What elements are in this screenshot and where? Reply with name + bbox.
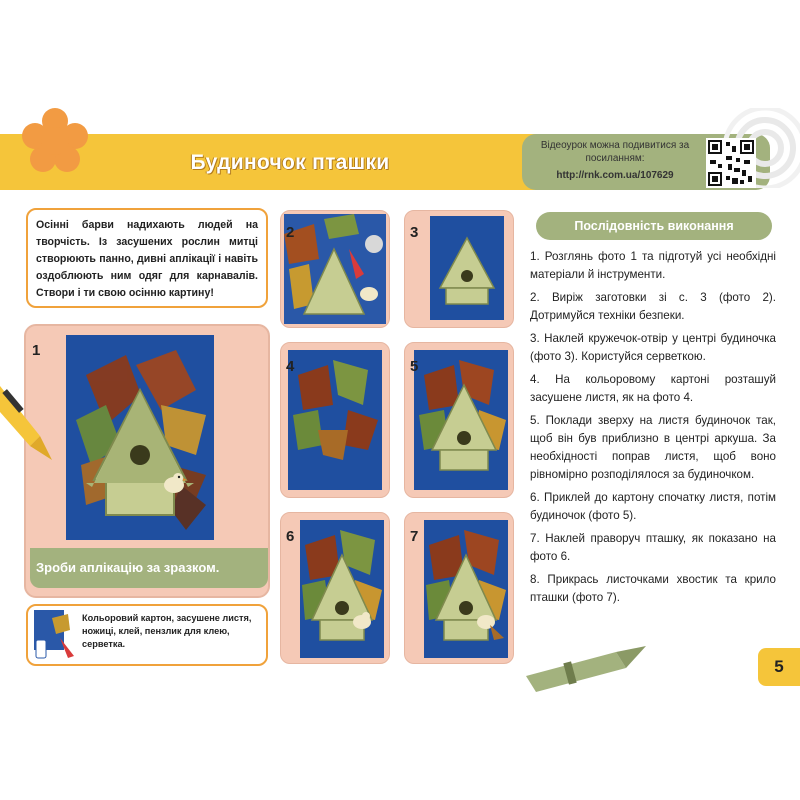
photo-4-number: 4 bbox=[286, 358, 295, 375]
photo-6-image bbox=[300, 520, 384, 658]
step-item: 7. Наклей праворуч пташку, як показано на фото 6. bbox=[530, 532, 776, 563]
materials-icon bbox=[34, 610, 78, 660]
video-note bbox=[530, 139, 700, 182]
step-item: 1. Розглянь фото 1 та підготуй усі необхідні матеріали й інструменти. bbox=[530, 250, 776, 281]
photo-2-number: 2 bbox=[286, 224, 295, 241]
photo-2-image bbox=[284, 214, 386, 324]
photo-1-caption: Зроби аплікацію за зразком. bbox=[30, 548, 268, 588]
flower-icon bbox=[20, 106, 90, 176]
photo-7-image bbox=[424, 520, 508, 658]
photo-1-image bbox=[66, 335, 214, 540]
page-number: 5 bbox=[758, 648, 800, 686]
materials-text: Кольоровий картон, засушене листя, ножиці, клей, пензлик для клею, серветка. bbox=[82, 613, 252, 649]
photo-7-number: 7 bbox=[410, 528, 419, 545]
green-crayon-icon bbox=[526, 646, 646, 692]
photo-5-image bbox=[414, 350, 508, 490]
photo-4-image bbox=[288, 350, 382, 490]
video-link[interactable]: http://rnk.com.ua/107629 bbox=[556, 170, 674, 181]
step-item: 2. Виріж заготовки зі с. 3 (фото 2). Дотримуйся техніки безпеки. bbox=[530, 291, 776, 322]
step-item: 8. Прикрась листочками хвостик та крило пташки (фото 7). bbox=[530, 573, 776, 604]
photo-3-image bbox=[430, 216, 504, 320]
photo-6-number: 6 bbox=[286, 528, 295, 545]
step-item: 6. Приклей до картону спочатку листя, потім будиночок (фото 5). bbox=[530, 491, 776, 522]
step-item: 4. На кольоровому картоні розташуй засушене листя, як на фото 4. bbox=[530, 373, 776, 404]
page-title: Будиночок пташки bbox=[190, 151, 390, 174]
step-item: 5. Поклади зверху на листя будиночок так, щоб він був приблизно в центрі аркуша. За необхідності поправ листя, щоб воно рівномірно розподілялося за будиночком. bbox=[530, 414, 776, 481]
steps-list bbox=[530, 248, 776, 612]
qr-code-icon[interactable] bbox=[706, 138, 756, 188]
video-note-text: Відеоурок можна подивитися за посиланням: bbox=[540, 140, 690, 164]
yellow-crayon-icon bbox=[0, 376, 56, 466]
photo-5-number: 5 bbox=[410, 358, 419, 375]
photo-3-number: 3 bbox=[410, 224, 419, 241]
step-item: 3. Наклей кружечок-отвір у центрі будиночка (фото 3). Користуйся серветкою. bbox=[530, 332, 776, 363]
steps-heading: Послідовність виконання bbox=[536, 212, 772, 240]
intro-text: Осінні барви надихають людей на творчість. Із засушених рослин митці створюють панно, дивні аплікації і навіть оздоблюють ним одяг для карнавалів. Створи і ти свою осінню картину! bbox=[26, 208, 268, 308]
photo-1-number: 1 bbox=[32, 342, 41, 359]
